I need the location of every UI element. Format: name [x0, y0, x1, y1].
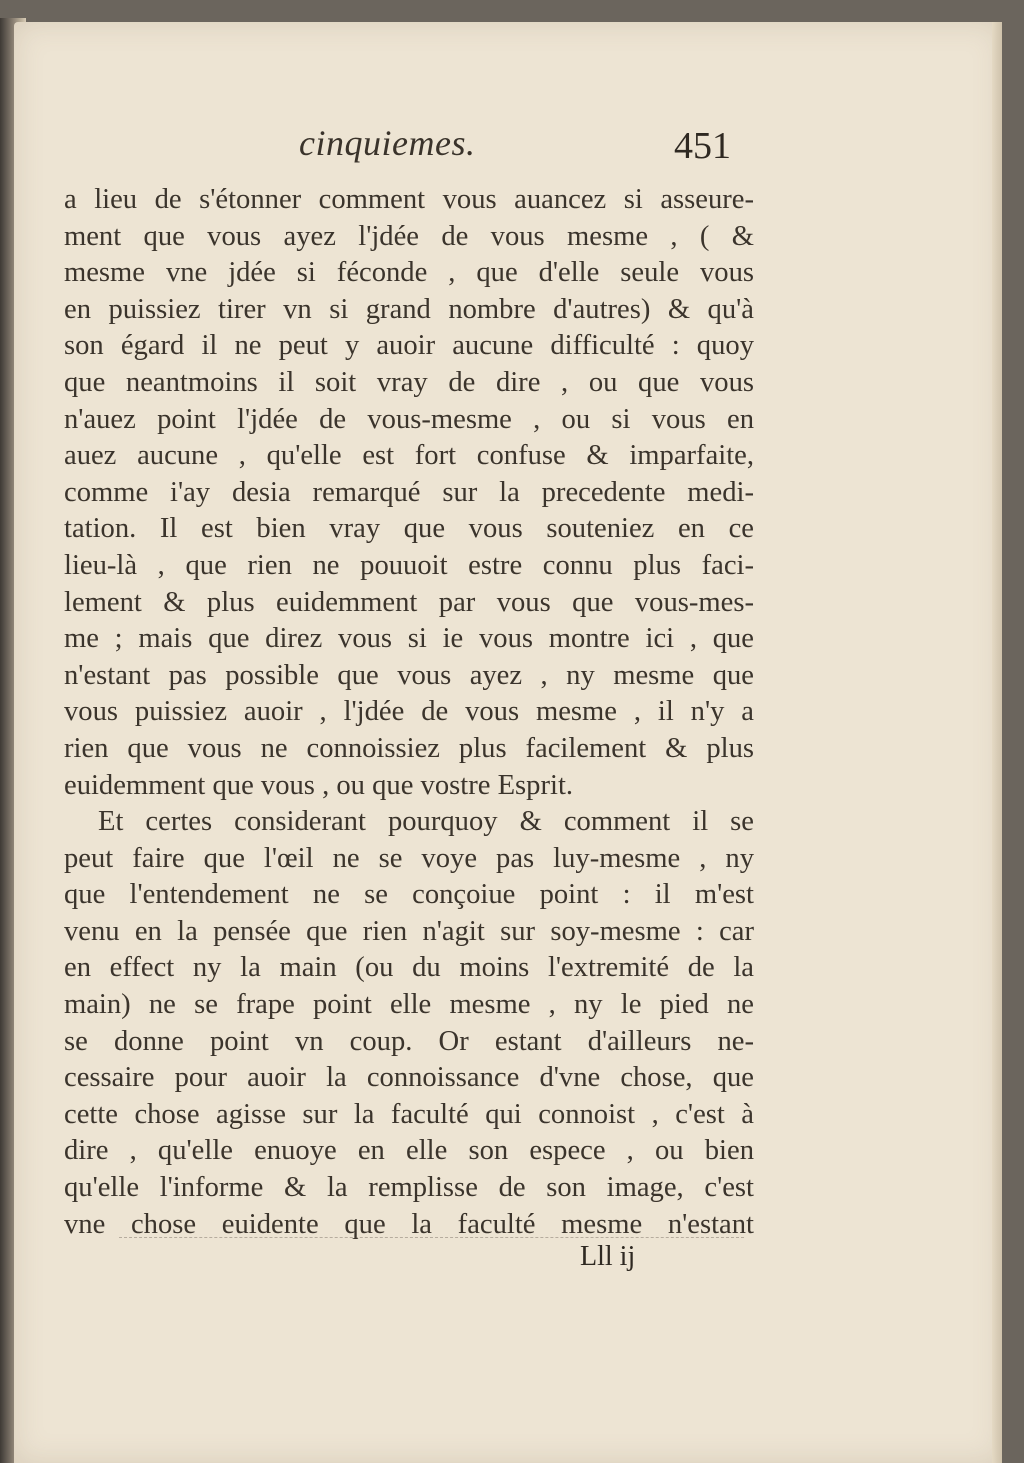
text-line: que l'entendement ne se conçoiue point : il m'est	[64, 879, 754, 911]
text-line: lement & plus euidemment par vous que vous-mes-	[64, 586, 754, 618]
paragraph-end-line: euidemment que vous , ou que vostre Esprit.	[64, 769, 574, 801]
text-line: son égard il ne peut y auoir aucune difficulté : quoy	[64, 330, 754, 362]
page-number: 451	[674, 125, 731, 167]
text-line: vous puissiez auoir , l'jdée de vous mesme , il n'y a	[64, 696, 754, 728]
text-line: ment que vous ayez l'jdée de vous mesme , ( &	[64, 220, 754, 252]
text-line: que neantmoins il soit vray de dire , ou que vous	[64, 366, 754, 398]
text-line: me ; mais que direz vous si ie vous montre ici , que	[64, 623, 754, 655]
running-head: cinquiemes.	[299, 123, 476, 163]
text-line: n'estant pas possible que vous ayez , ny mesme que	[64, 659, 754, 691]
text-line: lieu-là , que rien ne pouuoit estre connu plus faci-	[64, 549, 754, 581]
text-line: dire , qu'elle enuoye en elle son espece , ou bien	[64, 1135, 754, 1167]
footer-rule	[119, 1237, 744, 1238]
text-line: a lieu de s'étonner comment vous auancez si asseure-	[64, 184, 754, 215]
text-line: tation. Il est bien vray que vous souteniez en ce	[64, 513, 754, 545]
signature-mark: Lll ij	[580, 1241, 636, 1272]
text-line: auez aucune , qu'elle est fort confuse & imparfaite,	[64, 440, 754, 472]
page-header	[14, 122, 1002, 172]
text-line: n'auez point l'jdée de vous-mesme , ou si vous en	[64, 403, 754, 435]
paragraph-start-line: Et certes considerant pourquoy & comment il se	[98, 806, 754, 838]
text-line: cette chose agisse sur la faculté qui connoist , c'est à	[64, 1098, 754, 1130]
text-line: main) ne se frape point elle mesme , ny le pied ne	[64, 989, 754, 1021]
text-line: mesme vne jdée si féconde , que d'elle seule vous	[64, 257, 754, 289]
text-line: peut faire que l'œil ne se voye pas luy-mesme , ny	[64, 842, 754, 874]
text-line: venu en la pensée que rien n'agit sur soy-mesme : car	[64, 915, 754, 947]
body-text	[64, 182, 754, 1243]
text-line: comme i'ay desia remarqué sur la precedente medi-	[64, 476, 754, 508]
page-footer	[14, 1237, 1002, 1277]
text-line: qu'elle l'informe & la remplisse de son image, c'est	[64, 1172, 754, 1204]
text-line: rien que vous ne connoissiez plus facilement & plus	[64, 732, 754, 764]
text-line: en puissiez tirer vn si grand nombre d'autres) & qu'à	[64, 293, 754, 325]
text-line: vne chose euidente que la faculté mesme n'estant	[64, 1208, 754, 1240]
text-line: en effect ny la main (ou du moins l'extremité de la	[64, 952, 754, 984]
text-line: cessaire pour auoir la connoissance d'vne chose, que	[64, 1062, 754, 1094]
text-line: se donne point vn coup. Or estant d'ailleurs ne-	[64, 1025, 754, 1057]
book-page	[14, 22, 1002, 1463]
